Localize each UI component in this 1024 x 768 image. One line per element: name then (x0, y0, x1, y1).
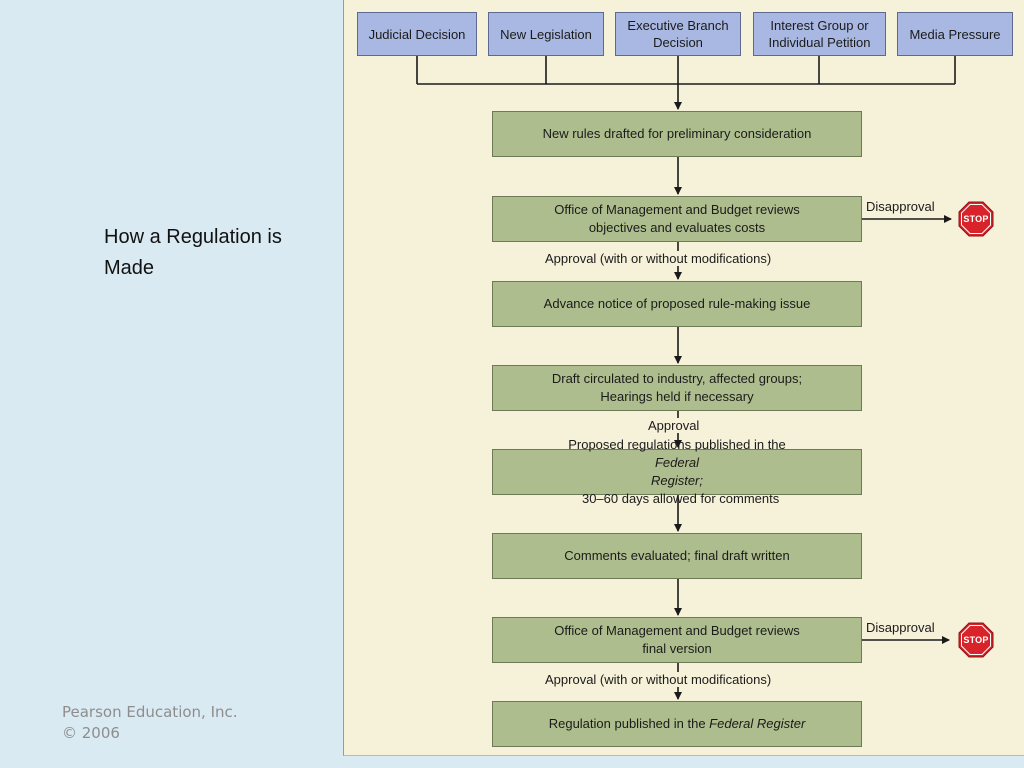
stop-sign-icon (958, 201, 994, 237)
stop-sign-icon (958, 622, 994, 658)
step-regulation-published: Regulation published in the Federal Register (492, 701, 862, 747)
step-draft-circulated: Draft circulated to industry, affected groups; Hearings held if necessary (492, 365, 862, 411)
source-new-legislation: New Legislation (488, 12, 604, 56)
source-judicial-decision: Judicial Decision (357, 12, 477, 56)
label-disapproval-1: Disapproval (866, 199, 935, 214)
credit-year: © 2006 (62, 724, 120, 742)
label-approval: Approval (648, 418, 700, 433)
source-media-pressure: Media Pressure (897, 12, 1013, 56)
source-interest-group-petition: Interest Group or Individual Petition (753, 12, 886, 56)
copyright-credit (62, 702, 322, 744)
step-omb-review-final: Office of Management and Budget reviews final version (492, 617, 862, 663)
label-approval-modifications-2: Approval (with or without modifications) (545, 672, 772, 687)
step-rules-drafted: New rules drafted for preliminary consideration (492, 111, 862, 157)
label-disapproval-2: Disapproval (866, 620, 935, 635)
stop-sign-label: STOP (963, 635, 989, 645)
flowchart-panel (343, 0, 1024, 756)
stop-sign-label: STOP (963, 214, 989, 224)
step-proposed-published: Proposed regulations published in the Federal Register; 30–60 days allowed for comments (492, 449, 862, 495)
step-omb-review-objectives: Office of Management and Budget reviews objectives and evaluates costs (492, 196, 862, 242)
label-approval-modifications-1: Approval (with or without modifications) (545, 251, 772, 266)
source-executive-branch-decision: Executive Branch Decision (615, 12, 741, 56)
slide-title: How a Regulation is Made (104, 226, 282, 279)
step-advance-notice: Advance notice of proposed rule-making issue (492, 281, 862, 327)
step-comments-evaluated: Comments evaluated; final draft written (492, 533, 862, 579)
credit-publisher: Pearson Education, Inc. (62, 703, 238, 721)
